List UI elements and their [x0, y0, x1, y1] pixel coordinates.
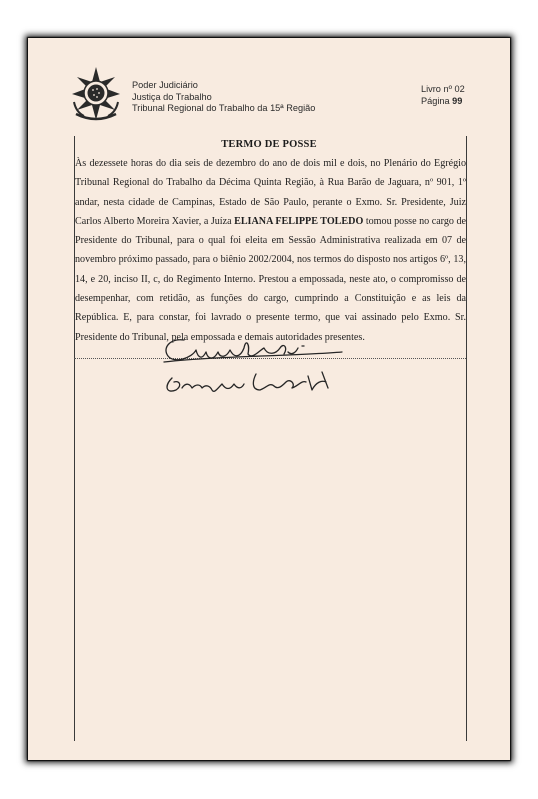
signature-2 — [167, 372, 328, 391]
header-line-3: Tribunal Regional do Trabalho da 15ª Região — [132, 103, 316, 113]
page-number: 99 — [452, 95, 463, 106]
body-text-start: Às dezessete horas do dia seis de dezembro do ano de dois mil e dois, no Plenário do Egrégio Tribunal Regional do Trabalho da Décima Quinta Região, à Rua Barão de Jaguara, nº 901, 1º andar, nesta cidade de Campinas, Estado de São Paulo, perante o Exmo. Sr. Presidente, Juiz Carlos Alberto Moreira Xavier, a Juíza — [75, 158, 466, 227]
inductee-name: ELIANA FELIPPE TOLEDO — [234, 215, 364, 227]
header-line-1: Poder Judiciário — [132, 80, 198, 90]
right-margin-line — [466, 136, 467, 741]
handwritten-signatures — [156, 334, 346, 406]
book-number: Livro nº 02 — [421, 84, 465, 94]
document-page — [28, 38, 510, 760]
signature-1-underline — [164, 352, 342, 362]
document-title: TERMO DE POSSE — [221, 139, 317, 150]
header-line-2: Justiça do Trabalho — [132, 91, 212, 102]
book-reference — [421, 84, 465, 107]
document-body — [75, 154, 466, 347]
body-text-end: tomou posse no cargo de Presidente do Tribunal, para o qual foi eleita em Sessão Administrativa realizada em 07 de novembro próximo passado, para o biênio 2002/2004, nos termos do disposto nos artigos 6º, 13, 14, e 20, inciso II, c, do Regimento Interno. Prestou a empossada, neste ato, o compromisso de desempenhar, com retidão, as funções do cargo, cumprindo a Constituição e as leis da República. E, para constar, foi lavrado o presente termo, que vai assinado pelo Exmo. Sr. Presidente do Tribunal, pela empossada e demais autoridades presentes. — [75, 215, 466, 343]
page-reference — [421, 96, 465, 108]
coat-of-arms-icon — [70, 66, 122, 122]
page-label: Página — [421, 95, 450, 106]
institution-header — [132, 80, 315, 115]
